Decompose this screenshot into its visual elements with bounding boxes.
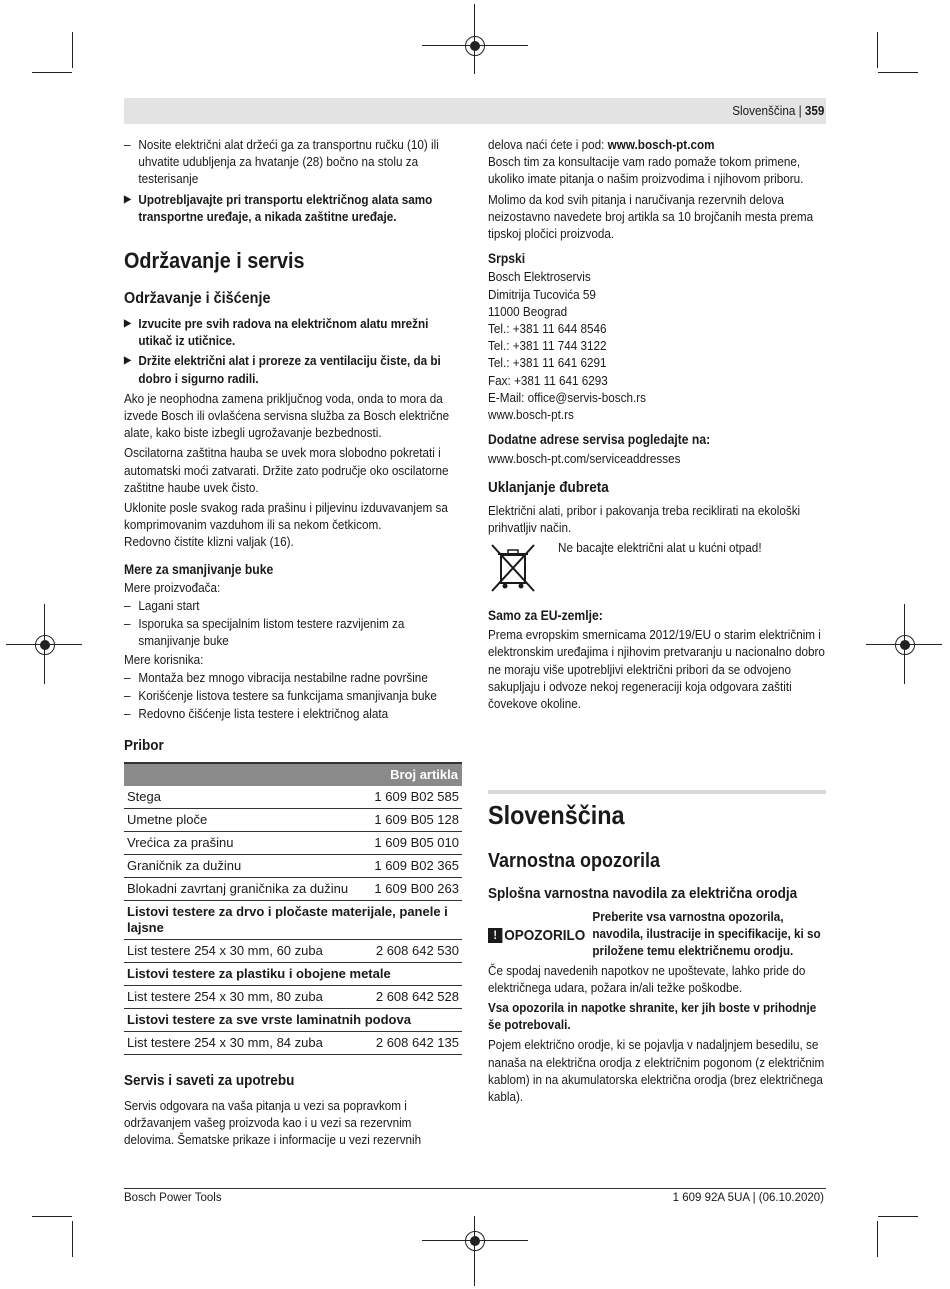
crop-mark [32, 72, 72, 73]
country-label: Srpski [488, 251, 526, 267]
slovene-heading: Splošna varnostna navodila za električna orodja [488, 885, 798, 902]
table-column-header: Broj artikla [124, 763, 462, 785]
email-link[interactable]: E-Mail: office@servis-bosch.rs [488, 389, 646, 405]
footer-rule [124, 1188, 826, 1189]
section-divider [488, 790, 826, 794]
crop-mark [877, 1221, 878, 1257]
page-number: 359 [804, 103, 824, 118]
disposal-paragraph: Električni alati, pribor i pakovanja treba reciklirati na ekološki prihvatljiv način. [488, 502, 801, 535]
noise-user-label: Mere korisnika: [124, 651, 204, 667]
table-row [124, 786, 462, 809]
header-language: Slovenščina [731, 103, 795, 118]
group-heading: Listovi testere za plastiku i obojene metale [124, 962, 462, 985]
warning-text: Preberite vsa varnostna opozorila, navodila, ilustracije in specifikacije, ki so priložene temu električnemu orodju. [592, 909, 821, 959]
phone-line: Tel.: +381 11 744 3122 [488, 338, 607, 354]
registration-mark-icon [895, 635, 915, 655]
phone-line: Tel.: +381 11 644 8546 [488, 321, 607, 337]
list-item: – Isporuka sa specijalnim listom testere razvijenim za smanjivanje buke [124, 615, 462, 649]
item-number: 1 609 B05 010 [359, 831, 462, 854]
eu-label: Samo za EU-zemlje: [488, 608, 603, 624]
list-item: – Korišćenje listova testere sa funkcijama smanjivanja buke [124, 687, 462, 704]
header-band [124, 98, 826, 124]
crop-mark [72, 1221, 73, 1257]
service-cont-text: delova naći ćete i pod: [488, 137, 608, 152]
noise-manufacturer-label: Mere proizvođača: [124, 579, 221, 595]
table-header-row [124, 763, 462, 785]
fax-line: Fax: +381 11 641 6293 [488, 372, 608, 388]
crop-mark [72, 32, 73, 68]
service-addresses-link[interactable]: www.bosch-pt.com/serviceaddresses [488, 451, 681, 467]
item-name: Graničnik za dužinu [124, 854, 359, 877]
item-name: Umetne ploče [124, 808, 359, 831]
group-heading: Listovi testere za drvo i pločaste materijale, panele i lajsne [124, 900, 462, 939]
table-row [124, 877, 462, 900]
running-header: Slovenščina | 359 [731, 103, 824, 118]
eu-paragraph: Prema evropskim smernicama 2012/19/EU o starim električnim i elektronskim uređajima i njihovim pretvaranju u nacionalno dobro ne moraju više upotrebljivi električni pribori da se odvojeno sakupljaju i odvoze nekoj regeneraciji koja odgovara zaštiti čovekove okoline. [488, 627, 825, 712]
bosch-url-link[interactable]: www.bosch-pt.com [607, 137, 715, 152]
crossed-bin-icon [488, 541, 538, 595]
table-group-row [124, 962, 462, 985]
left-column [124, 136, 462, 1151]
maintenance-paragraph: Redovno čistite klizni valjak (16). [124, 534, 294, 550]
disposal-title: Uklanjanje đubreta [488, 478, 609, 496]
warning-label [488, 910, 585, 962]
item-name: Stega [124, 786, 359, 809]
warning-label-text: OPOZORILO [504, 927, 586, 945]
section-title: Održavanje i servis [124, 248, 305, 274]
accessories-table [124, 762, 462, 1054]
footer-left: Bosch Power Tools [124, 1192, 222, 1204]
crop-mark [32, 1216, 72, 1217]
registration-mark-icon [465, 36, 485, 56]
registration-mark-icon [35, 635, 55, 655]
service-paragraph: Bosch tim za konsultacije vam rado pomaže tokom primene, ukoliko imate pitanja o našim proizvodima i njihovom priboru. [488, 154, 804, 187]
maintenance-title: Održavanje i čišćenje [124, 290, 271, 308]
item-number: 1 609 B00 263 [359, 877, 462, 900]
transport-bullet-item: ▶ Upotrebljavajte pri transportu električnog alata samo transportne uređaje, a nikada zaštitne uređaje. [124, 191, 462, 225]
item-number: 2 608 642 135 [359, 1031, 462, 1054]
item-name: List testere 254 x 30 mm, 80 zuba [124, 985, 359, 1008]
address-block [488, 268, 826, 423]
registration-line [474, 1216, 475, 1286]
footer-right: 1 609 92A 5UA | (06.10.2020) [672, 1192, 824, 1204]
maintenance-paragraph: Oscilatorna zaštitna hauba se uvek mora slobodno pokretati i automatski moći zatvarati. Držite zato područje oko oscilatorne zaštitne haube uvek čisto. [124, 445, 449, 495]
table-row [124, 831, 462, 854]
maintenance-bullet: ▶ Izvucite pre svih radova na električnom alatu mrežni utikač iz utičnice. [124, 315, 462, 349]
more-addresses-label: Dodatne adrese servisa pogledajte na: [488, 432, 711, 448]
slovene-bold-paragraph: Vsa opozorila in napotke shranite, ker jih boste v prihodnje še potrebovali. [488, 1000, 817, 1033]
disposal-symbol-row [488, 539, 826, 595]
item-name: Blokadni zavrtanj graničnika za dužinu [124, 877, 359, 900]
table-row [124, 1031, 462, 1054]
list-item: – Lagani start [124, 597, 462, 614]
maintenance-paragraph: Uklonite posle svakog rada prašinu i piljevinu izduvavanjem sa komprimovanim vazduhom ili sa nekom četkicom. [124, 500, 448, 533]
list-item: – Montaža bez mnogo vibracija nestabilne radne površine [124, 669, 462, 686]
group-heading: Listovi testere za sve vrste laminatnih podova [124, 1008, 462, 1031]
address-line: Bosch Elektroservis [488, 269, 591, 285]
table-row [124, 808, 462, 831]
list-item: – Redovno čišćenje lista testere i električnog alata [124, 705, 462, 722]
item-number: 1 609 B02 365 [359, 854, 462, 877]
item-number: 1 609 B02 585 [359, 786, 462, 809]
slovene-subtitle: Varnostna opozorila [488, 850, 661, 872]
slovene-section [488, 798, 826, 1108]
table-row [124, 939, 462, 962]
phone-line: Tel.: +381 11 641 6291 [488, 355, 607, 371]
service-paragraph: Servis odgovara na vaša pitanja u vezi sa popravkom i održavanjem vašeg proizvoda kao i u vezi sa rezervnim delovima. Šematske prikaze i informacije u vezi rezervnih [124, 1097, 422, 1148]
address-line: Dimitrija Tucovića 59 [488, 286, 596, 302]
item-number: 2 608 642 528 [359, 985, 462, 1008]
accessories-title: Pribor [124, 737, 164, 755]
item-name: List testere 254 x 30 mm, 84 zuba [124, 1031, 359, 1054]
right-column [488, 136, 826, 715]
noise-title: Mere za smanjivanje buke [124, 561, 274, 577]
bin-note: Ne bacajte električni alat u kućni otpad! [558, 540, 762, 556]
registration-mark-icon [465, 1231, 485, 1251]
transport-dash-item: – Nosite električni alat držeći ga za transportnu ručku (10) ili uhvatite udubljenja za hvatanje (28) bočno na stolu za testerisanje [124, 136, 462, 188]
slovene-title: Slovenščina [488, 800, 625, 830]
service-paragraph: Molimo da kod svih pitanja i naručivanja rezervnih delova neizostavno navedete broj artikla sa 10 brojčanih mesta prema tipskoj pločici proizvoda. [488, 191, 814, 242]
maintenance-paragraph: Ako je neophodna zamena priključnog voda, onda to mora da izvede Bosch ili ovlašćena servisna služba za Bosch električne alate, kako biste izbegli ugrožavanje bezbednosti. [124, 390, 450, 441]
item-name: List testere 254 x 30 mm, 60 zuba [124, 939, 359, 962]
table-group-row [124, 900, 462, 939]
table-group-row [124, 1008, 462, 1031]
item-number: 1 609 B05 128 [359, 808, 462, 831]
slovene-paragraph: Pojem električno orodje, ki se pojavlja v nadaljnjem besedilu, se nanaša na električna orodja z električnim pogonom (z električnim kablom) in na akumulatorska električna orodja (brez električnega kabla). [488, 1037, 825, 1105]
item-name: Vrećica za prašinu [124, 831, 359, 854]
table-row [124, 985, 462, 1008]
warning-triangle-icon: ! [488, 928, 502, 943]
crop-mark [877, 32, 878, 68]
address-line: 11000 Beograd [488, 303, 568, 319]
maintenance-bullet: ▶ Držite električni alat i proreze za ventilaciju čiste, da bi dobro i sigurno radili. [124, 352, 462, 386]
service-title: Servis i saveti za upotrebu [124, 1071, 295, 1089]
item-number: 2 608 642 530 [359, 939, 462, 962]
crop-mark [878, 1216, 918, 1217]
crop-mark [878, 72, 918, 73]
slovene-paragraph: Če spodaj navedenih napotkov ne upoštevate, lahko pride do električnega udara, požara in/ali težke poškodbe. [488, 962, 806, 995]
website-link[interactable]: www.bosch-pt.rs [488, 407, 574, 423]
table-row [124, 854, 462, 877]
